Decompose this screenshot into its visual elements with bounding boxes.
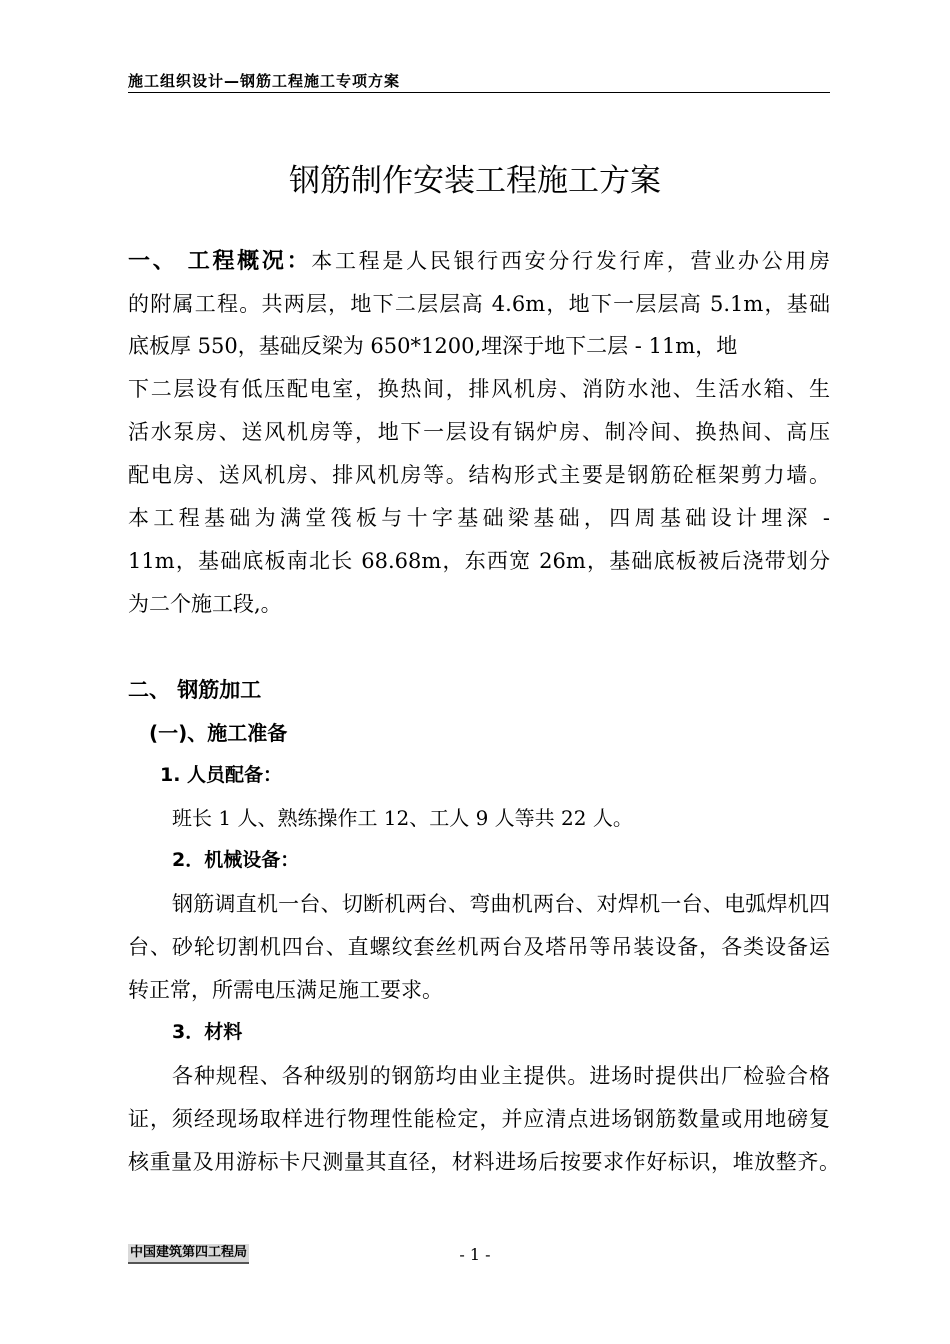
section1-line-9: 为二个施工段,。 <box>128 592 282 616</box>
item2-line-3: 转正常，所需电压满足施工要求。 <box>128 978 443 1002</box>
item2-heading: 2．机械设备： <box>172 849 300 871</box>
section1-line-7: 本工程基础为满堂筏板与十字基础梁基础，四周基础设计埋深 - <box>128 506 830 530</box>
section1-text-1: 本工程是人民银行西安分行发行库，营业办公用房 <box>311 249 830 273</box>
section2-heading: 二、 钢筋加工 <box>128 678 262 702</box>
header-text: 施工组织设计—钢筋工程施工专项方案 <box>128 72 401 90</box>
item2-line-1: 钢筋调直机一台、切断机两台、弯曲机两台、对焊机一台、电弧焊机四 <box>172 892 830 916</box>
item3-heading: 3．材料 <box>172 1021 243 1043</box>
item2-line-2: 台、砂轮切割机四台、直螺纹套丝机两台及塔吊等吊装设备，各类设备运 <box>128 935 830 959</box>
item3-line-3: 核重量及用游标卡尺测量其直径，材料进场后按要求作好标识，堆放整齐。 <box>128 1150 840 1174</box>
section1-label: 一、 工程概况： <box>128 249 312 274</box>
item1-heading: 1. 人员配备： <box>160 764 283 786</box>
footer-organization: 中国建筑第四工程局 <box>128 1244 249 1264</box>
section1-line-3: 底板厚 550，基础反梁为 650*1200,埋深于地下二层 - 11m，地 <box>128 334 738 358</box>
item3-line-2: 证，须经现场取样进行物理性能检定，并应清点进场钢筋数量或用地磅复 <box>128 1107 830 1131</box>
section1-line-6: 配电房、送风机房、排风机房等。结构形式主要是钢筋砼框架剪力墙。 <box>128 463 830 487</box>
item3-line-1: 各种规程、各种级别的钢筋均由业主提供。进场时提供出厂检验合格 <box>172 1064 830 1088</box>
page-header <box>128 68 830 93</box>
section1-line-2: 的附属工程。共两层，地下二层层高 4.6m，地下一层层高 5.1m，基础 <box>128 292 830 316</box>
section1-line-5: 活水泵房、送风机房等，地下一层设有锅炉房、制冷间、换热间、高压 <box>128 420 830 444</box>
item1-text: 班长 1 人、熟练操作工 12、工人 9 人等共 22 人。 <box>172 806 633 830</box>
section1-line-8: 11m，基础底板南北长 68.68m，东西宽 26m，基础底板被后浇带划分 <box>128 549 830 573</box>
document-title: 钢筋制作安装工程施工方案 <box>289 163 661 199</box>
section1-line-4: 下二层设有低压配电室，换热间，排风机房、消防水池、生活水箱、生 <box>128 377 830 401</box>
subsection-heading: (一)、施工准备 <box>149 721 288 745</box>
section1-line-1 <box>128 251 830 273</box>
page-number: - 1 - <box>459 1245 491 1264</box>
